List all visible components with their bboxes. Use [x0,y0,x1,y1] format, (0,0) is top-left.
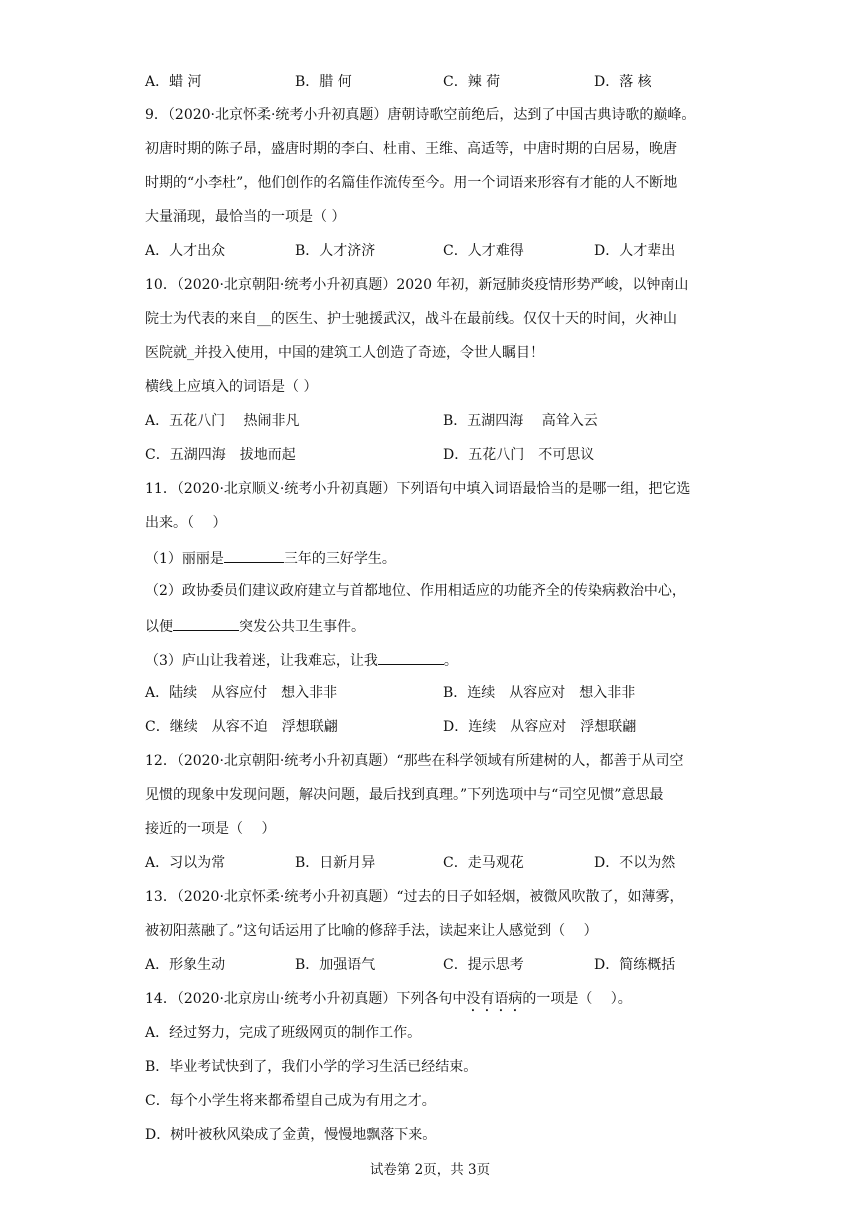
q11-blank-1[interactable] [224,547,284,563]
q11-sentence-2-line-1: （2）政协委员们建议政府建立与首都地位、作用相适应的功能齐全的传染病救治中心， [145,583,686,599]
q10-line-1: 10．（2020·北京朝阳·统考小升初真题）2020 年初，新冠肺炎疫情形势严峻，以钟南山 [145,277,689,293]
q9-line-2: 初唐时期的陈子昂，盛唐时期的李白、杜甫、王维、高适等，中唐时期的白居易，晚唐 [145,141,677,157]
q12-line-2: 见惯的现象中发现问题，解决问题，最后找到真理。”下列选项中与“司空见惯”意思最 [145,787,664,803]
q11-s3-post: 。 [443,653,458,669]
q11-s1-post: 三年的三好学生。 [283,551,396,567]
q9-line-4: 大量涌现，最恰当的一项是（ ） [145,209,346,225]
q9-option-a: A．人才出众 [145,243,226,259]
q11-option-c: C．继续 从容不迫 浮想联翩 [145,719,338,735]
q13-option-b: B．加强语气 [295,957,376,973]
q10-line-2: 院士为代表的来自__的医生、护士驰援武汉，战斗在最前线。仅仅十天的时间，火神山 [145,311,677,327]
q14-option-b: B．毕业考试快到了，我们小学的学习生活已经结束。 [145,1059,478,1075]
q10-line-4: 横线上应填入的词语是（ ） [145,379,318,395]
q13-option-a: A．形象生动 [145,957,226,973]
q12-option-c: C．走马观花 [443,855,524,871]
q14-option-c: C．每个小学生将来都希望自己成为有用之才。 [145,1093,436,1109]
q9-option-b: B．人才济济 [295,243,376,259]
q11-s2-post: 突发公共卫生事件。 [239,619,365,635]
q8-option-b: B．腊 何 [295,74,352,90]
q11-sentence-3 [145,649,725,671]
q9-option-d: D．人才辈出 [594,243,676,259]
q11-s3-pre: （3）庐山让我着迷，让我难忘，让我 [145,653,378,669]
q11-blank-3[interactable] [378,649,444,665]
q11-line-1: 11．（2020·北京顺义·统考小升初真题）下列语句中填入词语最恰当的是哪一组，把它选 [145,481,691,497]
q10-option-b: B．五湖四海 高耸入云 [443,413,598,429]
q8-option-d: D．落 核 [594,74,652,90]
q14-stem-pre: 14．（2020·北京房山·统考小升初真题）下列各句中 [145,991,467,1007]
q9-option-c: C．人才难得 [443,243,524,259]
q12-option-d: D．不以为然 [594,855,676,871]
q14-option-d: D．树叶被秋风染成了金黄，慢慢地飘落下来。 [145,1127,437,1143]
q11-blank-2[interactable] [173,615,239,631]
q9-line-1: 9．（2020·北京怀柔·统考小升初真题）唐朝诗歌空前绝后，达到了中国古典诗歌的巅峰。 [145,107,696,123]
q11-sentence-2-line-2 [145,615,725,637]
q8-option-a: A．蜡 河 [145,74,202,90]
q13-line-2: 被初阳蒸融了。”这句话运用了比喻的修辞手法，读起来让人感觉到（ ） [145,923,598,939]
q14-stem-emphasis: 没有语病 [466,991,523,1007]
q12-option-a: A．习以为常 [145,855,226,871]
q10-option-c: C．五湖四海 拔地而起 [145,447,296,463]
q11-option-a: A．陆续 从容应付 想入非非 [145,685,338,701]
q14-option-a: A．经过努力，完成了班级网页的制作工作。 [145,1025,422,1041]
page-footer: 试卷第 2页，共 3页 [369,1162,491,1178]
q12-option-b: B．日新月异 [295,855,376,871]
q10-option-d: D．五花八门 不可思议 [443,447,595,463]
q12-line-3: 接近的一项是（ ） [145,821,276,837]
q11-option-d: D．连续 从容应对 浮想联翩 [443,719,637,735]
q11-line-2: 出来。（ ） [145,515,227,531]
q8-option-c: C．辣 荷 [443,74,501,90]
q11-s2-pre: 以便 [145,619,173,635]
q11-option-b: B．连续 从容应对 想入非非 [443,685,636,701]
q10-line-3: 医院就_并投入使用，中国的建筑工人创造了奇迹，令世人瞩目！ [145,345,544,361]
q9-line-3: 时期的“小李杜”，他们创作的名篇佳作流传至今。用一个词语来形容有才能的人不断地 [145,175,678,191]
q10-option-a: A．五花八门 热闹非凡 [145,413,300,429]
q12-line-1: 12．（2020·北京朝阳·统考小升初真题）“那些在科学领域有所建树的人，都善于从司空 [145,753,684,769]
q14-stem-post: 的一项是（ ）。 [522,991,632,1007]
q14-stem [145,989,725,1015]
q13-option-d: D．简练概括 [594,957,676,973]
q13-option-c: C．提示思考 [443,957,524,973]
q13-line-1: 13．（2020·北京怀柔·统考小升初真题）“过去的日子如轻烟，被微风吹散了，如薄雾， [145,889,684,905]
q11-sentence-1 [145,547,725,569]
q11-s1-pre: （1）丽丽是 [145,551,224,567]
